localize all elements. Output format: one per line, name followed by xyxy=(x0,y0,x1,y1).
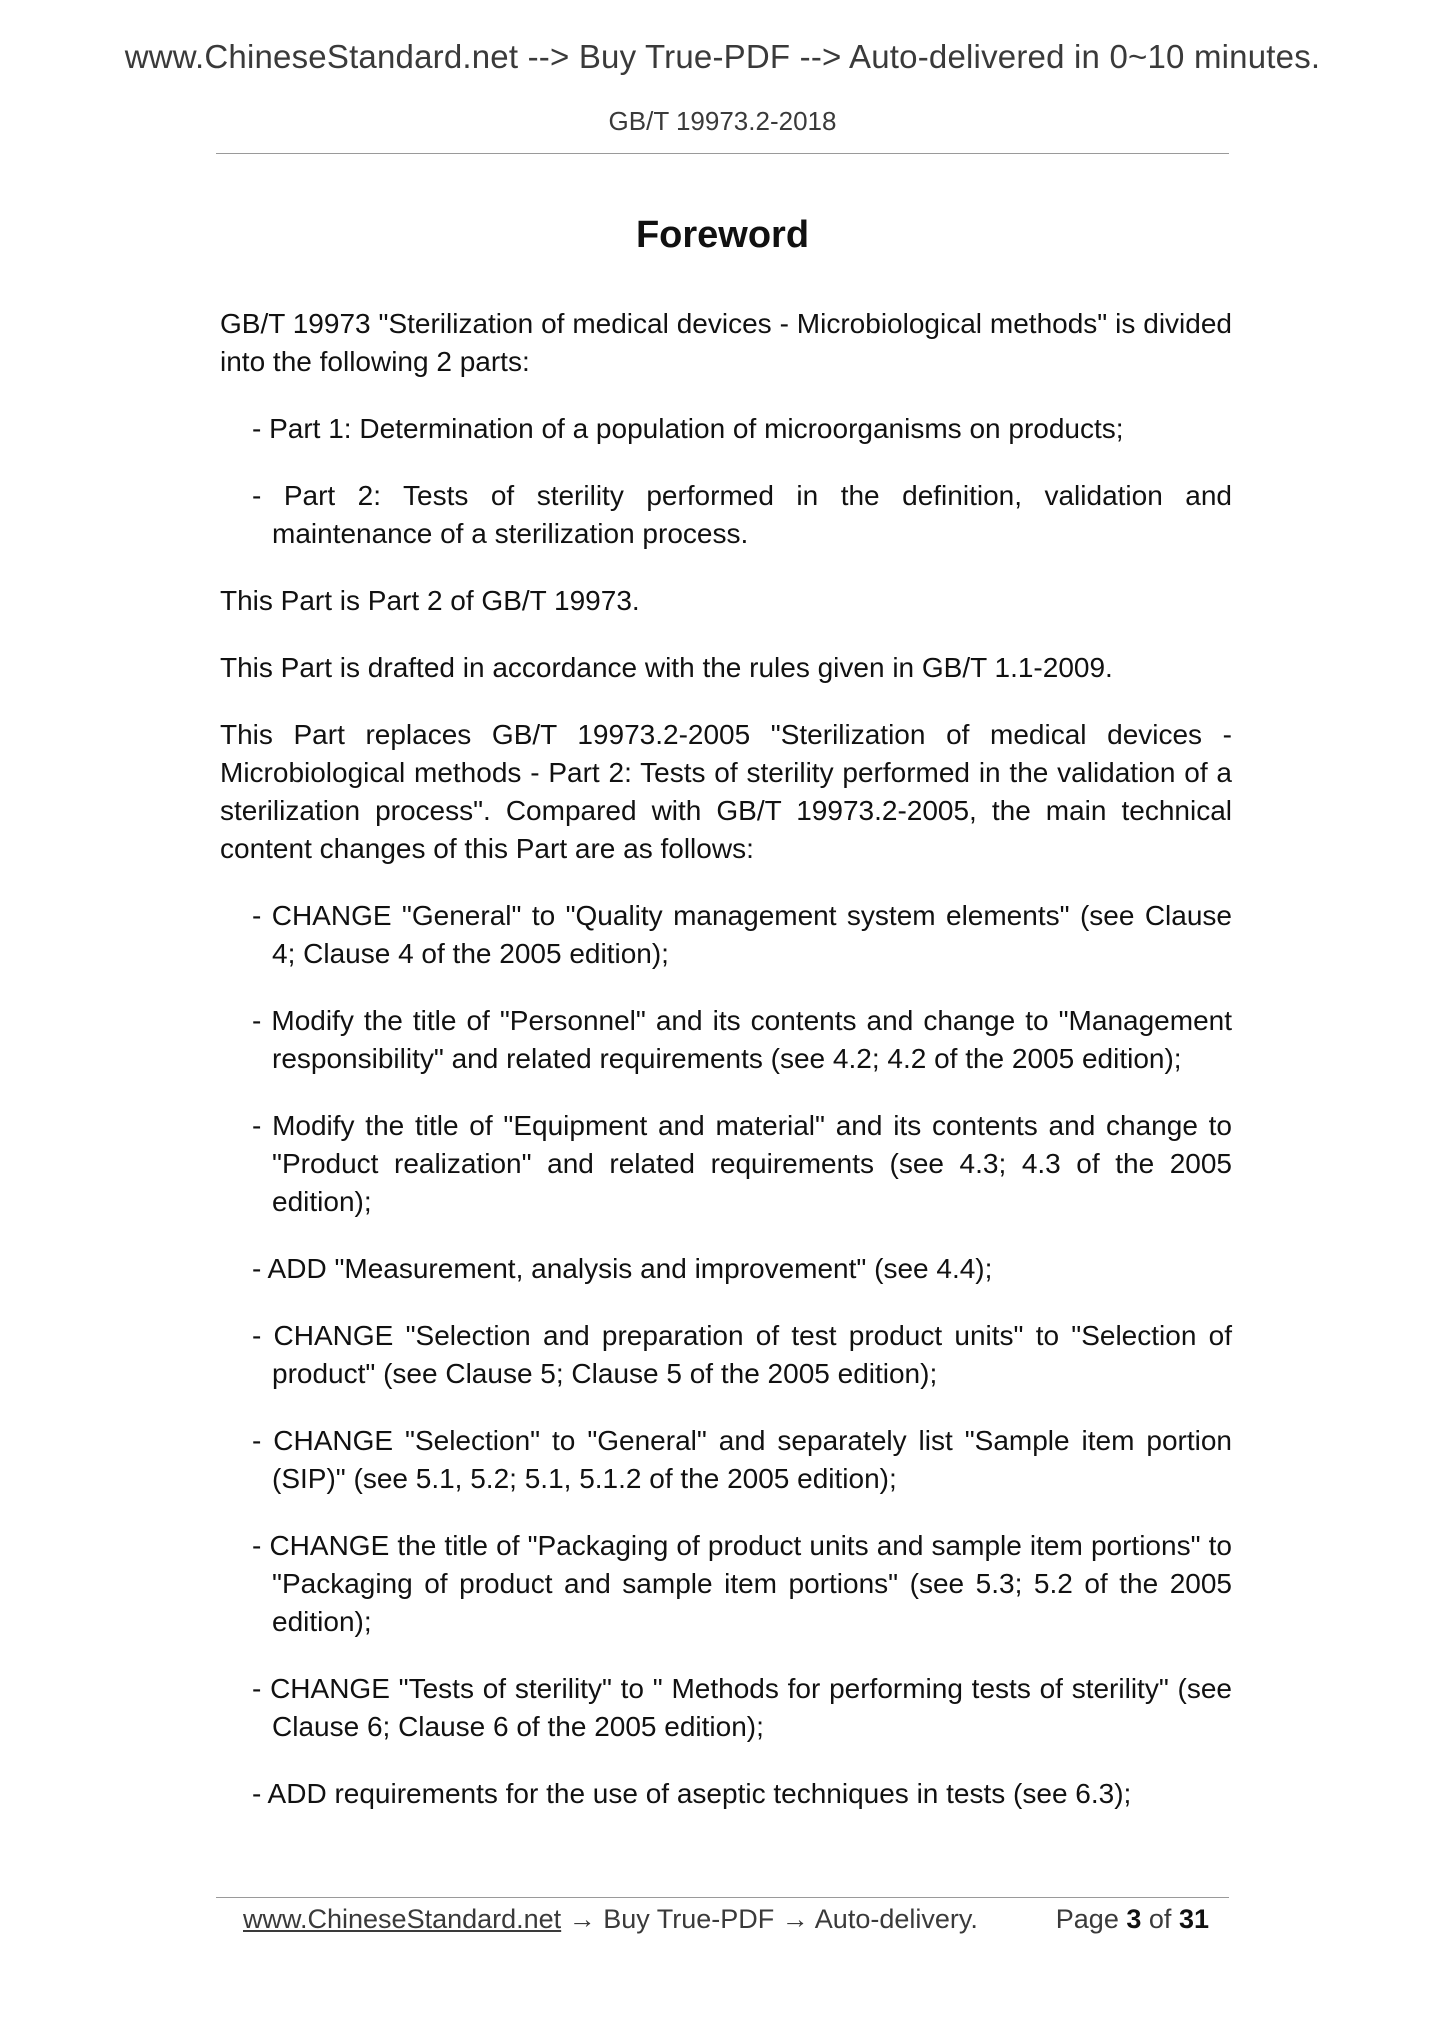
page-title: Foreword xyxy=(635,214,810,256)
header-divider xyxy=(216,153,1229,154)
footer-site-link[interactable]: www.ChineseStandard.net xyxy=(243,1904,562,1934)
site-banner: www.ChineseStandard.net --> Buy True-PDF --> Auto-delivered in 0~10 minutes. xyxy=(124,38,1321,75)
intro-paragraph: GB/T 19973 "Sterilization of medical devices - Microbiological methods" is divided into the following 2 parts: xyxy=(220,308,1232,377)
change-list-item: - ADD "Measurement, analysis and improvement" (see 4.4); xyxy=(252,1253,993,1284)
page-number xyxy=(1056,1904,1209,1935)
part-list-item: - Part 1: Determination of a population of microorganisms on products; xyxy=(252,413,1124,444)
change-list-item: - Modify the title of "Equipment and material" and its contents and change to "Product realization" and related requirements (see 4.3; 4.3 of the 2005 edition); xyxy=(252,1110,1232,1217)
change-list-item: - CHANGE "Selection" to "General" and separately list "Sample item portion (SIP)" (see 5.1, 5.2; 5.1, 5.1.2 of the 2005 edition); xyxy=(252,1425,1232,1494)
footer-buy-text: Buy True-PDF xyxy=(603,1904,775,1934)
change-list-item: - CHANGE the title of "Packaging of product units and sample item portions" to "Packaging of product and sample item portions" (see 5.3; 5.2 of the 2005 edition); xyxy=(252,1530,1232,1637)
drafting-rules-paragraph: This Part is drafted in accordance with the rules given in GB/T 1.1-2009. xyxy=(220,652,1113,683)
page-footer xyxy=(243,1904,1209,1940)
change-list-item: - ADD requirements for the use of aseptic techniques in tests (see 6.3); xyxy=(252,1778,1132,1809)
change-list-item: - Modify the title of "Personnel" and its contents and change to "Management responsibility" and related requirements (see 4.2; 4.2 of the 2005 edition); xyxy=(252,1005,1232,1074)
footer-divider xyxy=(216,1897,1229,1898)
total-pages: 31 xyxy=(1178,1904,1209,1934)
of-label: of xyxy=(1148,1904,1172,1934)
footer-promo xyxy=(243,1904,978,1935)
arrow-right-icon: → xyxy=(781,1904,809,1934)
page-label: Page xyxy=(1055,1904,1119,1934)
current-page: 3 xyxy=(1126,1904,1142,1934)
change-list-item: - CHANGE "Tests of sterility" to " Methods for performing tests of sterility" (see Clause 6; Clause 6 of the 2005 edition); xyxy=(252,1673,1232,1742)
arrow-right-icon: → xyxy=(568,1904,596,1934)
part-list-item: - Part 2: Tests of sterility performed in the definition, validation and maintenance of a sterilization process. xyxy=(252,480,1232,549)
footer-delivery-text: Auto-delivery. xyxy=(814,1904,978,1934)
replacement-paragraph: This Part replaces GB/T 19973.2-2005 "Sterilization of medical devices - Microbiological methods - Part 2: Tests of sterility performed in the validation of a sterilization process". Compared with GB/T 19973.2-2005, the main technical content changes of this Part are as follows: xyxy=(220,719,1232,864)
change-list-item: - CHANGE "Selection and preparation of test product units" to "Selection of product" (see Clause 5; Clause 5 of the 2005 edition); xyxy=(252,1320,1232,1389)
standard-code: GB/T 19973.2-2018 xyxy=(608,106,837,136)
change-list-item: - CHANGE "General" to "Quality management system elements" (see Clause 4; Clause 4 of the 2005 edition); xyxy=(252,900,1232,969)
document-body xyxy=(220,305,1232,1842)
part-number-paragraph: This Part is Part 2 of GB/T 19973. xyxy=(220,585,640,616)
